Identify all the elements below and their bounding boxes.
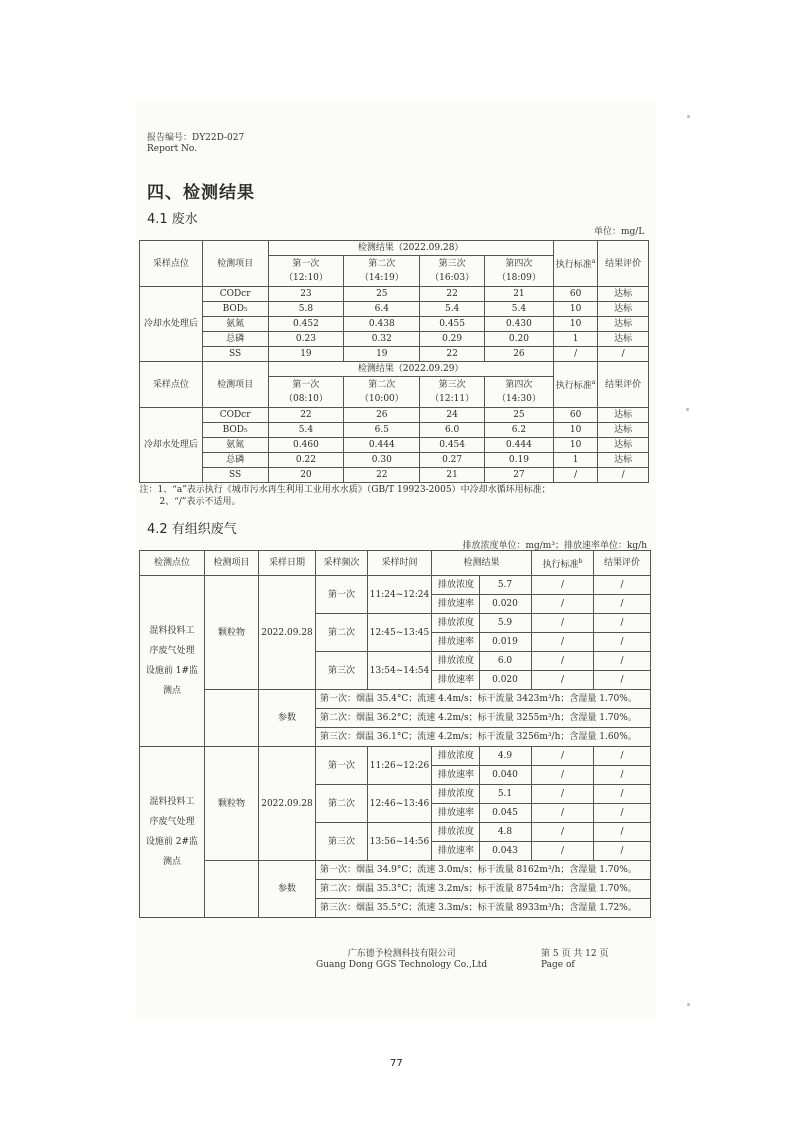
std-cell: 60 (553, 408, 598, 423)
std-cell: / (553, 468, 598, 483)
value-cell: 0.32 (344, 332, 420, 347)
result-cell (432, 766, 532, 785)
site-line: 混料投料工 (149, 626, 195, 636)
column-header (140, 551, 205, 576)
time-label: 第四次 (505, 259, 533, 269)
site-cell (140, 747, 205, 918)
value-cell: 0.23 (268, 332, 344, 347)
conc-label: 排放浓度 (433, 614, 480, 632)
std-cell: / (532, 595, 594, 614)
footer-company: 广东德予检测科技有限公司 Guang Dong GGS Technology Co.,Ltd (316, 949, 488, 970)
date-cell: 2022.09.28 (259, 576, 316, 690)
value-cell: 6.4 (344, 302, 420, 317)
value-cell: 0.29 (420, 332, 485, 347)
notes-cell (140, 483, 649, 510)
item-cell: 总磷 (202, 453, 268, 468)
std-cell: / (532, 842, 594, 861)
result-cell (432, 804, 532, 823)
eval-cell: / (594, 633, 651, 652)
param-label-cell: 参数 (259, 690, 316, 747)
value-cell: 0.452 (268, 317, 344, 332)
value-cell: 5.4 (268, 423, 344, 438)
time-label: 第二次 (368, 259, 396, 269)
conc-value: 5.9 (497, 618, 513, 628)
column-header-label: 结果评价 (603, 558, 640, 568)
rate-label: 排放速率 (433, 804, 480, 822)
col-eval-header: 结果评价 (598, 241, 649, 287)
value-cell: 25 (344, 287, 420, 302)
eval-cell: / (594, 614, 651, 633)
eval-cell: 达标 (598, 332, 649, 347)
rate-value: 0.020 (492, 599, 518, 609)
column-header (594, 551, 651, 576)
value-cell: 5.4 (485, 302, 554, 317)
eval-cell: 达标 (598, 408, 649, 423)
value-cell: 6.2 (485, 423, 554, 438)
column-header-label: 检测点位 (153, 558, 190, 568)
site-line: 混料投料工 (149, 797, 195, 807)
value-cell: 0.22 (268, 453, 344, 468)
param-row (140, 861, 651, 880)
eval-cell: / (594, 576, 651, 595)
param-row (140, 690, 651, 709)
eval-cell: / (594, 785, 651, 804)
param-cell: 第二次：烟温 36.2°C；流速 4.2m/s；标干流量 3255m³/h；含湿量 1.70%。 (316, 709, 651, 728)
column-header-label: 采样日期 (268, 558, 305, 568)
column-header-label: 采样频次 (323, 558, 360, 568)
conc-value: 5.7 (497, 580, 513, 590)
conc-value: 6.0 (497, 656, 513, 666)
table-row (140, 302, 649, 317)
item-cell: 总磷 (202, 332, 268, 347)
time-cell: 12:46~13:46 (368, 785, 432, 823)
value-cell: 5.8 (268, 302, 344, 317)
eval-cell: / (594, 747, 651, 766)
column-header (316, 551, 368, 576)
rate-value: 0.020 (492, 675, 518, 685)
std-cell: 10 (553, 438, 598, 453)
result-cell (432, 595, 532, 614)
time-label: 第四次 (505, 380, 533, 390)
col-std-sup: a (591, 379, 596, 386)
table-row (140, 438, 649, 453)
eval-cell: / (594, 823, 651, 842)
round-cell: 第二次 (316, 785, 368, 823)
eval-cell: / (594, 804, 651, 823)
item-cell: 氨氮 (202, 438, 268, 453)
site-line: 测点 (162, 686, 181, 696)
column-header-label: 检测结果 (463, 558, 500, 568)
value-cell: 0.19 (485, 453, 554, 468)
column-header (259, 551, 316, 576)
table-row (140, 747, 651, 766)
param-cell: 第二次：烟温 35.3°C；流速 3.2m/s；标干流量 8754m³/h；含湿量 1.70%。 (316, 880, 651, 899)
time-label: 第三次 (438, 259, 466, 269)
std-cell: 1 (553, 453, 598, 468)
time-header (344, 256, 420, 287)
table-notes-row (140, 483, 649, 510)
time-header (485, 377, 554, 408)
eval-cell: 达标 (598, 453, 649, 468)
col-site-header: 采样点位 (140, 362, 203, 408)
time-header (420, 377, 485, 408)
time-value: （12:10） (283, 273, 328, 283)
item-cell: 颗粒物 (205, 747, 259, 861)
item-cell: CODcr (202, 408, 268, 423)
time-value: （12:11） (430, 394, 475, 404)
param-label-cell: 参数 (259, 861, 316, 918)
wastewater-title: 4.1 废水 (147, 212, 198, 227)
eval-cell: / (594, 652, 651, 671)
table-row (140, 408, 649, 423)
col-std-label: 执行标准 (555, 381, 592, 391)
result-date-header: 检测结果（2022.09.29） (268, 362, 553, 377)
time-cell: 11:24~12:24 (368, 576, 432, 614)
result-cell (432, 747, 532, 766)
site-line: 设施前 2#监 (145, 837, 199, 847)
column-header-label: 采样时间 (381, 558, 418, 568)
result-date-header: 检测结果（2022.09.28） (268, 241, 553, 256)
time-header (420, 256, 485, 287)
site-cell: 冷却水处理后 (140, 408, 203, 483)
site-line: 序废气处理 (149, 646, 195, 656)
value-cell: 6.0 (420, 423, 485, 438)
item-cell: 氨氮 (202, 317, 268, 332)
std-cell: / (532, 766, 594, 785)
value-cell: 27 (485, 468, 554, 483)
value-cell: 23 (268, 287, 344, 302)
time-cell: 12:45~13:45 (368, 614, 432, 652)
rate-label: 排放速率 (433, 633, 480, 651)
round-cell: 第三次 (316, 652, 368, 690)
col-std-header (553, 362, 598, 408)
eval-cell: 达标 (598, 423, 649, 438)
conc-value: 4.9 (497, 751, 513, 761)
table-header-row (140, 551, 651, 576)
value-cell: 22 (420, 347, 485, 362)
time-value: （18:09） (496, 273, 541, 283)
round-cell: 第一次 (316, 576, 368, 614)
conc-value: 4.8 (497, 827, 513, 837)
std-cell: / (532, 671, 594, 690)
time-cell: 11:26~12:26 (368, 747, 432, 785)
value-cell: 19 (344, 347, 420, 362)
param-cell: 第三次：烟温 36.1°C；流速 4.2m/s；标干流量 3256m³/h；含湿量 1.60%。 (316, 728, 651, 747)
round-cell: 第三次 (316, 823, 368, 861)
value-cell: 0.438 (344, 317, 420, 332)
value-cell: 0.454 (420, 438, 485, 453)
value-cell: 0.430 (485, 317, 554, 332)
site-cell: 冷却水处理后 (140, 287, 203, 362)
footer-page-info: 第 5 页 共 12 页 Page of (541, 949, 609, 970)
site-cell (140, 576, 205, 747)
col-std-sup: a (591, 258, 596, 265)
rate-value: 0.040 (492, 770, 518, 780)
value-cell: 0.30 (344, 453, 420, 468)
result-cell (432, 652, 532, 671)
time-header (485, 256, 554, 287)
time-value: （08:10） (283, 394, 328, 404)
item-cell-empty (205, 690, 259, 747)
table-header-row (140, 241, 649, 256)
value-cell: 22 (420, 287, 485, 302)
table-row (140, 332, 649, 347)
time-value: （14:19） (359, 273, 404, 283)
exhaust-unit: 排放浓度单位：mg/m³；排放速率单位：kg/h (462, 541, 647, 551)
eval-cell: / (594, 766, 651, 785)
std-cell: 10 (553, 317, 598, 332)
eval-cell: / (594, 671, 651, 690)
rate-value: 0.019 (492, 637, 518, 647)
result-cell (432, 633, 532, 652)
conc-label: 排放浓度 (433, 652, 480, 670)
site-line: 序废气处理 (149, 817, 195, 827)
item-cell: BOD₅ (202, 423, 268, 438)
value-cell: 22 (344, 468, 420, 483)
value-cell: 21 (485, 287, 554, 302)
time-label: 第一次 (292, 380, 320, 390)
std-cell: 60 (553, 287, 598, 302)
conc-label: 排放浓度 (433, 576, 480, 594)
eval-cell: / (598, 347, 649, 362)
round-cell: 第一次 (316, 747, 368, 785)
exhaust-title: 4.2 有组织废气 (147, 522, 237, 537)
site-line: 测点 (162, 857, 181, 867)
round-cell: 第二次 (316, 614, 368, 652)
rate-value: 0.043 (492, 846, 518, 856)
rate-label: 排放速率 (433, 766, 480, 784)
table-row (140, 347, 649, 362)
result-cell (432, 671, 532, 690)
section-title: 四、检测结果 (147, 183, 255, 203)
item-cell-empty (205, 861, 259, 918)
table-row (140, 453, 649, 468)
param-cell: 第一次：烟温 35.4°C；流速 4.4m/s；标干流量 3423m³/h；含湿量 1.70%。 (316, 690, 651, 709)
exhaust-table (139, 550, 651, 918)
eval-cell: / (598, 468, 649, 483)
value-cell: 0.20 (485, 332, 554, 347)
scan-speck (687, 115, 690, 118)
std-cell: / (532, 576, 594, 595)
result-cell (432, 842, 532, 861)
time-label: 第一次 (292, 259, 320, 269)
std-cell: / (532, 804, 594, 823)
rate-label: 排放速率 (433, 595, 480, 613)
eval-cell: / (594, 842, 651, 861)
column-header (368, 551, 432, 576)
eval-cell: / (594, 595, 651, 614)
col-std-header (553, 241, 598, 287)
conc-label: 排放浓度 (433, 785, 480, 803)
rate-label: 排放速率 (433, 671, 480, 689)
std-cell: / (532, 785, 594, 804)
value-cell: 21 (420, 468, 485, 483)
note-line: 注：1、“a”表示执行《城市污水再生利用工业用水水质》（GB/T 19923-2005）中冷却水循环用标准； (139, 485, 551, 495)
value-cell: 24 (420, 408, 485, 423)
site-line: 设施前 1#监 (145, 666, 199, 676)
table-row (140, 468, 649, 483)
column-header-sup: b (578, 557, 583, 565)
std-cell: / (532, 614, 594, 633)
result-cell (432, 576, 532, 595)
col-eval-header: 结果评价 (598, 362, 649, 408)
item-cell: CODcr (202, 287, 268, 302)
std-cell: / (532, 823, 594, 842)
time-cell: 13:56~14:56 (368, 823, 432, 861)
time-header (268, 256, 344, 287)
report-number: 报告编号：DY22D-027 Report No. (147, 133, 245, 154)
std-cell: / (532, 652, 594, 671)
value-cell: 0.460 (268, 438, 344, 453)
value-cell: 0.444 (485, 438, 554, 453)
std-cell: 1 (553, 332, 598, 347)
column-header-label: 执行标准 (542, 559, 579, 570)
value-cell: 19 (268, 347, 344, 362)
col-std-label: 执行标准 (555, 260, 592, 270)
eval-cell: 达标 (598, 287, 649, 302)
item-cell: SS (202, 347, 268, 362)
scan-speck (687, 1003, 690, 1006)
page-number: 77 (390, 1058, 403, 1069)
value-cell: 20 (268, 468, 344, 483)
column-header (432, 551, 532, 576)
value-cell: 26 (485, 347, 554, 362)
param-cell: 第一次：烟温 34.9°C；流速 3.0m/s；标干流量 8162m³/h；含湿量 1.70%。 (316, 861, 651, 880)
column-header (532, 551, 594, 576)
value-cell: 22 (268, 408, 344, 423)
item-cell: BOD₅ (202, 302, 268, 317)
time-label: 第三次 (438, 380, 466, 390)
wastewater-table (139, 240, 649, 509)
std-cell: 10 (553, 423, 598, 438)
table-row (140, 576, 651, 595)
value-cell: 0.455 (420, 317, 485, 332)
time-value: （14:30） (496, 394, 541, 404)
result-cell (432, 823, 532, 842)
conc-label: 排放浓度 (433, 747, 480, 765)
value-cell: 5.4 (420, 302, 485, 317)
eval-cell: 达标 (598, 317, 649, 332)
time-value: （16:03） (430, 273, 475, 283)
value-cell: 26 (344, 408, 420, 423)
conc-label: 排放浓度 (433, 823, 480, 841)
rate-label: 排放速率 (433, 842, 480, 860)
value-cell: 6.5 (344, 423, 420, 438)
rate-value: 0.045 (492, 808, 518, 818)
date-cell: 2022.09.28 (259, 747, 316, 861)
time-header (268, 377, 344, 408)
result-cell (432, 614, 532, 633)
std-cell: / (553, 347, 598, 362)
value-cell: 25 (485, 408, 554, 423)
conc-value: 5.1 (497, 789, 513, 799)
time-value: （10:00） (359, 394, 404, 404)
time-header (344, 377, 420, 408)
col-item-header: 检测项目 (202, 241, 268, 287)
note-line: 2、“/”表示不适用。 (159, 497, 241, 507)
value-cell: 0.444 (344, 438, 420, 453)
column-header (205, 551, 259, 576)
scan-speck (686, 408, 689, 411)
col-item-header: 检测项目 (202, 362, 268, 408)
std-cell: / (532, 747, 594, 766)
time-label: 第二次 (368, 380, 396, 390)
time-cell: 13:54~14:54 (368, 652, 432, 690)
col-site-header: 采样点位 (140, 241, 203, 287)
item-cell: SS (202, 468, 268, 483)
result-cell (432, 785, 532, 804)
item-cell: 颗粒物 (205, 576, 259, 690)
table-row (140, 287, 649, 302)
std-cell: / (532, 633, 594, 652)
table-row (140, 423, 649, 438)
column-header-label: 检测项目 (213, 558, 250, 568)
eval-cell: 达标 (598, 302, 649, 317)
std-cell: 10 (553, 302, 598, 317)
eval-cell: 达标 (598, 438, 649, 453)
table-row (140, 317, 649, 332)
table-header-row (140, 362, 649, 377)
wastewater-unit: 单位：mg/L (594, 227, 645, 237)
param-cell: 第三次：烟温 35.5°C；流速 3.3m/s；标干流量 8933m³/h；含湿量 1.72%。 (316, 899, 651, 918)
value-cell: 0.27 (420, 453, 485, 468)
